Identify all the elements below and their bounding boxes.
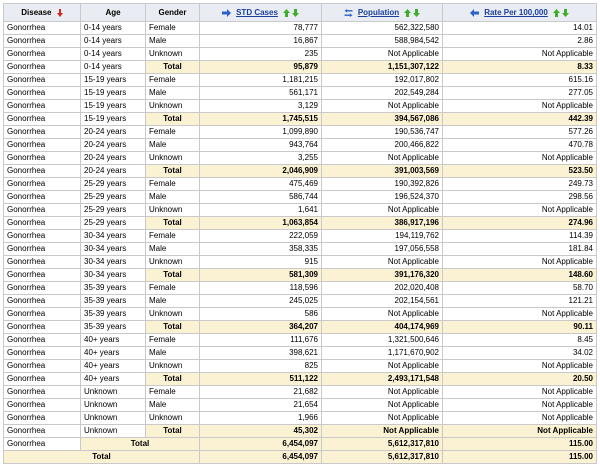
- sort-left-arrow-icon: [470, 9, 479, 17]
- header-population-link[interactable]: Population: [357, 8, 400, 17]
- cell-population: 202,020,408: [322, 282, 443, 295]
- cell-age: 15-19 years: [81, 100, 146, 113]
- cell-gender: Unknown: [146, 308, 200, 321]
- header-row: [4, 4, 597, 22]
- cell-rate: 8.33: [443, 61, 597, 74]
- cell-age: 35-39 years: [81, 295, 146, 308]
- cell-disease: Gonorrhea: [4, 373, 81, 386]
- cell-rate: 114.39: [443, 230, 597, 243]
- cell-rate: 442.39: [443, 113, 597, 126]
- cell-population: 190,392,826: [322, 178, 443, 191]
- cell-cases: 95,879: [200, 61, 322, 74]
- cell-disease: Gonorrhea: [4, 321, 81, 334]
- cell-gender: Female: [146, 178, 200, 191]
- table-row: [4, 295, 597, 308]
- cell-cases: 78,777: [200, 22, 322, 35]
- cell-gender: Unknown: [146, 48, 200, 61]
- cell-cases: 111,676: [200, 334, 322, 347]
- cell-cases: 45,302: [200, 425, 322, 438]
- cell-age: 25-29 years: [81, 191, 146, 204]
- cell-age: 15-19 years: [81, 113, 146, 126]
- cell-age: 0-14 years: [81, 48, 146, 61]
- cell-disease: Gonorrhea: [4, 191, 81, 204]
- cell-gender: Unknown: [146, 100, 200, 113]
- cell-rate: 148.60: [443, 269, 597, 282]
- cell-gender: Female: [146, 386, 200, 399]
- cell-gender: Female: [146, 126, 200, 139]
- cell-gender: Total: [146, 425, 200, 438]
- table-row: [4, 100, 597, 113]
- cell-disease: Gonorrhea: [4, 217, 81, 230]
- cell-cases: 118,596: [200, 282, 322, 295]
- cell-cases: 245,025: [200, 295, 322, 308]
- cell-age: 30-34 years: [81, 243, 146, 256]
- cell-cases: 1,966: [200, 412, 322, 425]
- cell-rate: Not Applicable: [443, 360, 597, 373]
- cell-label: Total: [4, 451, 200, 464]
- sort-desc-red-icon[interactable]: [57, 9, 63, 17]
- cell-gender: Female: [146, 74, 200, 87]
- table-row: [4, 399, 597, 412]
- cell-rate: Not Applicable: [443, 48, 597, 61]
- cell-disease: Gonorrhea: [4, 113, 81, 126]
- cell-population: 391,003,569: [322, 165, 443, 178]
- cell-gender: Unknown: [146, 360, 200, 373]
- cell-gender: Total: [146, 373, 200, 386]
- cell-rate: 121.21: [443, 295, 597, 308]
- cell-age: Unknown: [81, 412, 146, 425]
- cell-gender: Unknown: [146, 412, 200, 425]
- cell-gender: Total: [146, 269, 200, 282]
- table-row: [4, 113, 597, 126]
- cell-disease: Gonorrhea: [4, 139, 81, 152]
- table-row: [4, 269, 597, 282]
- table-row: [4, 230, 597, 243]
- cell-age: 40+ years: [81, 334, 146, 347]
- sort-up-down-green-icon[interactable]: [404, 9, 420, 17]
- cell-disease: Gonorrhea: [4, 256, 81, 269]
- cell-disease: Gonorrhea: [4, 269, 81, 282]
- cell-rate: Not Applicable: [443, 256, 597, 269]
- cell-rate: Not Applicable: [443, 152, 597, 165]
- header-gender[interactable]: [146, 4, 200, 22]
- cell-label: Total: [81, 438, 200, 451]
- cell-cases: 235: [200, 48, 322, 61]
- cell-disease: Gonorrhea: [4, 334, 81, 347]
- cell-population: 5,612,317,810: [322, 451, 443, 464]
- cell-rate: 523.50: [443, 165, 597, 178]
- cell-population: 1,151,307,122: [322, 61, 443, 74]
- cell-age: 0-14 years: [81, 61, 146, 74]
- cell-disease: Gonorrhea: [4, 22, 81, 35]
- table-row: [4, 243, 597, 256]
- cell-rate: 90.11: [443, 321, 597, 334]
- cell-gender: Male: [146, 139, 200, 152]
- cell-rate: 14.01: [443, 22, 597, 35]
- table-row: [4, 204, 597, 217]
- cell-age: Unknown: [81, 399, 146, 412]
- cell-cases: 915: [200, 256, 322, 269]
- cell-gender: Unknown: [146, 256, 200, 269]
- cell-population: Not Applicable: [322, 412, 443, 425]
- table-row: [4, 386, 597, 399]
- header-population[interactable]: [322, 4, 443, 22]
- cell-cases: 398,621: [200, 347, 322, 360]
- header-age[interactable]: [81, 4, 146, 22]
- cell-cases: 581,309: [200, 269, 322, 282]
- cell-rate: 181.84: [443, 243, 597, 256]
- cell-disease: Gonorrhea: [4, 360, 81, 373]
- cell-gender: Unknown: [146, 152, 200, 165]
- cell-population: 197,056,558: [322, 243, 443, 256]
- cell-rate: 20.50: [443, 373, 597, 386]
- cell-age: 25-29 years: [81, 204, 146, 217]
- cell-age: Unknown: [81, 386, 146, 399]
- table-row: [4, 334, 597, 347]
- cell-age: 20-24 years: [81, 126, 146, 139]
- cell-gender: Male: [146, 35, 200, 48]
- cell-population: Not Applicable: [322, 360, 443, 373]
- cell-population: 202,154,561: [322, 295, 443, 308]
- cell-disease: Gonorrhea: [4, 399, 81, 412]
- table-row: [4, 308, 597, 321]
- cell-age: 0-14 years: [81, 22, 146, 35]
- cell-disease: Gonorrhea: [4, 87, 81, 100]
- table-row: [4, 412, 597, 425]
- cell-gender: Male: [146, 399, 200, 412]
- cell-population: 404,174,969: [322, 321, 443, 334]
- cell-age: 25-29 years: [81, 217, 146, 230]
- cell-rate: 298.56: [443, 191, 597, 204]
- cell-age: 20-24 years: [81, 139, 146, 152]
- cell-cases: 21,654: [200, 399, 322, 412]
- table-body: [4, 22, 597, 464]
- cell-disease: Gonorrhea: [4, 126, 81, 139]
- table-row: [4, 425, 597, 438]
- cell-gender: Total: [146, 321, 200, 334]
- cell-disease: Gonorrhea: [4, 412, 81, 425]
- cell-rate: 34.02: [443, 347, 597, 360]
- cell-population: Not Applicable: [322, 425, 443, 438]
- cell-age: 15-19 years: [81, 87, 146, 100]
- cell-population: Not Applicable: [322, 386, 443, 399]
- cell-gender: Male: [146, 347, 200, 360]
- cell-cases: 222,059: [200, 230, 322, 243]
- cell-gender: Female: [146, 282, 200, 295]
- cell-population: 394,567,086: [322, 113, 443, 126]
- sort-up-down-green-icon[interactable]: [283, 9, 299, 17]
- cell-cases: 1,063,854: [200, 217, 322, 230]
- header-rate[interactable]: [443, 4, 597, 22]
- table-row: [4, 438, 597, 451]
- cell-population: 386,917,196: [322, 217, 443, 230]
- cell-disease: Gonorrhea: [4, 438, 81, 451]
- cell-cases: 21,682: [200, 386, 322, 399]
- cell-cases: 475,469: [200, 178, 322, 191]
- cell-population: 202,549,284: [322, 87, 443, 100]
- cell-age: 0-14 years: [81, 35, 146, 48]
- cell-disease: Gonorrhea: [4, 165, 81, 178]
- cell-rate: Not Applicable: [443, 100, 597, 113]
- table-row: [4, 360, 597, 373]
- cell-cases: 511,122: [200, 373, 322, 386]
- table-row: [4, 35, 597, 48]
- table-row: [4, 139, 597, 152]
- cell-population: 190,536,747: [322, 126, 443, 139]
- table-row: [4, 165, 597, 178]
- cell-population: Not Applicable: [322, 256, 443, 269]
- cell-population: 1,171,670,902: [322, 347, 443, 360]
- cell-age: 35-39 years: [81, 308, 146, 321]
- table-row: [4, 152, 597, 165]
- cell-rate: Not Applicable: [443, 425, 597, 438]
- table-row: [4, 22, 597, 35]
- cell-population: 5,612,317,810: [322, 438, 443, 451]
- table-row: [4, 126, 597, 139]
- cell-age: 35-39 years: [81, 321, 146, 334]
- cell-cases: 3,129: [200, 100, 322, 113]
- cell-rate: 615.16: [443, 74, 597, 87]
- cell-rate: 8.45: [443, 334, 597, 347]
- cell-cases: 6,454,097: [200, 438, 322, 451]
- sort-swap-arrows-icon: [344, 9, 353, 17]
- cell-disease: Gonorrhea: [4, 48, 81, 61]
- cell-rate: 277.05: [443, 87, 597, 100]
- cell-disease: Gonorrhea: [4, 308, 81, 321]
- cell-rate: 577.26: [443, 126, 597, 139]
- results-table: [3, 3, 597, 464]
- cell-cases: 586: [200, 308, 322, 321]
- cell-population: 196,524,370: [322, 191, 443, 204]
- cell-cases: 3,255: [200, 152, 322, 165]
- cell-cases: 364,207: [200, 321, 322, 334]
- cell-population: Not Applicable: [322, 48, 443, 61]
- cell-gender: Female: [146, 334, 200, 347]
- cell-disease: Gonorrhea: [4, 243, 81, 256]
- cell-rate: Not Applicable: [443, 386, 597, 399]
- table-row: [4, 191, 597, 204]
- cell-rate: 470.78: [443, 139, 597, 152]
- cell-disease: Gonorrhea: [4, 204, 81, 217]
- cell-cases: 1,099,890: [200, 126, 322, 139]
- cell-cases: 561,171: [200, 87, 322, 100]
- header-std-cases-link[interactable]: STD Cases: [236, 8, 278, 17]
- cell-cases: 16,867: [200, 35, 322, 48]
- cell-gender: Unknown: [146, 204, 200, 217]
- table-row: [4, 347, 597, 360]
- cell-cases: 943,764: [200, 139, 322, 152]
- cell-cases: 2,046,909: [200, 165, 322, 178]
- cell-gender: Male: [146, 243, 200, 256]
- cell-disease: Gonorrhea: [4, 282, 81, 295]
- table-row: [4, 217, 597, 230]
- cell-age: 15-19 years: [81, 74, 146, 87]
- cell-disease: Gonorrhea: [4, 386, 81, 399]
- cell-age: 30-34 years: [81, 269, 146, 282]
- cell-cases: 825: [200, 360, 322, 373]
- cell-population: 2,493,171,548: [322, 373, 443, 386]
- table-row: [4, 87, 597, 100]
- cell-age: 30-34 years: [81, 230, 146, 243]
- cell-cases: 1,641: [200, 204, 322, 217]
- cell-rate: 115.00: [443, 451, 597, 464]
- cell-gender: Total: [146, 165, 200, 178]
- table-row: [4, 373, 597, 386]
- cell-age: 30-34 years: [81, 256, 146, 269]
- table-row: [4, 321, 597, 334]
- cell-disease: Gonorrhea: [4, 178, 81, 191]
- cell-cases: 6,454,097: [200, 451, 322, 464]
- cell-population: 588,984,542: [322, 35, 443, 48]
- table-row: [4, 256, 597, 269]
- cell-cases: 586,744: [200, 191, 322, 204]
- cell-age: 35-39 years: [81, 282, 146, 295]
- header-age-label: Age: [105, 8, 121, 17]
- cell-gender: Female: [146, 230, 200, 243]
- header-rate-link[interactable]: Rate Per 100,000: [484, 8, 548, 17]
- sort-up-down-green-icon[interactable]: [553, 9, 569, 17]
- table-row: [4, 178, 597, 191]
- cell-rate: Not Applicable: [443, 204, 597, 217]
- cell-disease: Gonorrhea: [4, 61, 81, 74]
- cell-cases: 1,745,515: [200, 113, 322, 126]
- cell-disease: Gonorrhea: [4, 100, 81, 113]
- cell-cases: 1,181,215: [200, 74, 322, 87]
- cell-disease: Gonorrhea: [4, 425, 81, 438]
- table-row: [4, 48, 597, 61]
- cell-population: 562,322,580: [322, 22, 443, 35]
- cell-population: Not Applicable: [322, 204, 443, 217]
- cell-gender: Female: [146, 22, 200, 35]
- sort-right-arrow-icon: [222, 9, 231, 17]
- cell-gender: Male: [146, 87, 200, 100]
- cell-age: 25-29 years: [81, 178, 146, 191]
- cell-rate: 274.96: [443, 217, 597, 230]
- header-gender-label: Gender: [158, 8, 187, 17]
- cell-population: Not Applicable: [322, 308, 443, 321]
- cell-gender: Male: [146, 191, 200, 204]
- table-row: [4, 282, 597, 295]
- cell-population: 200,466,822: [322, 139, 443, 152]
- cell-gender: Total: [146, 217, 200, 230]
- cell-population: 1,321,500,646: [322, 334, 443, 347]
- header-disease[interactable]: [4, 4, 81, 22]
- cell-disease: Gonorrhea: [4, 230, 81, 243]
- cell-disease: Gonorrhea: [4, 152, 81, 165]
- header-disease-label: Disease: [21, 8, 52, 17]
- cell-disease: Gonorrhea: [4, 347, 81, 360]
- cell-age: Unknown: [81, 425, 146, 438]
- cell-rate: Not Applicable: [443, 399, 597, 412]
- cell-age: 20-24 years: [81, 152, 146, 165]
- header-std-cases[interactable]: [200, 4, 322, 22]
- cell-disease: Gonorrhea: [4, 35, 81, 48]
- cell-gender: Male: [146, 295, 200, 308]
- cell-rate: Not Applicable: [443, 412, 597, 425]
- table-row: [4, 74, 597, 87]
- cell-rate: Not Applicable: [443, 308, 597, 321]
- cell-age: 40+ years: [81, 347, 146, 360]
- cell-age: 40+ years: [81, 373, 146, 386]
- table-row: [4, 451, 597, 464]
- cell-population: Not Applicable: [322, 399, 443, 412]
- cell-rate: 58.70: [443, 282, 597, 295]
- cell-rate: 2.86: [443, 35, 597, 48]
- cell-population: Not Applicable: [322, 152, 443, 165]
- cell-population: 194,119,762: [322, 230, 443, 243]
- cell-age: 40+ years: [81, 360, 146, 373]
- cell-age: 20-24 years: [81, 165, 146, 178]
- cell-disease: Gonorrhea: [4, 74, 81, 87]
- cell-population: 391,176,320: [322, 269, 443, 282]
- cell-gender: Total: [146, 113, 200, 126]
- cell-cases: 358,335: [200, 243, 322, 256]
- cell-population: 192,017,802: [322, 74, 443, 87]
- cell-gender: Total: [146, 61, 200, 74]
- cell-rate: 115.00: [443, 438, 597, 451]
- table-row: [4, 61, 597, 74]
- cell-disease: Gonorrhea: [4, 295, 81, 308]
- cell-rate: 249.73: [443, 178, 597, 191]
- cell-population: Not Applicable: [322, 100, 443, 113]
